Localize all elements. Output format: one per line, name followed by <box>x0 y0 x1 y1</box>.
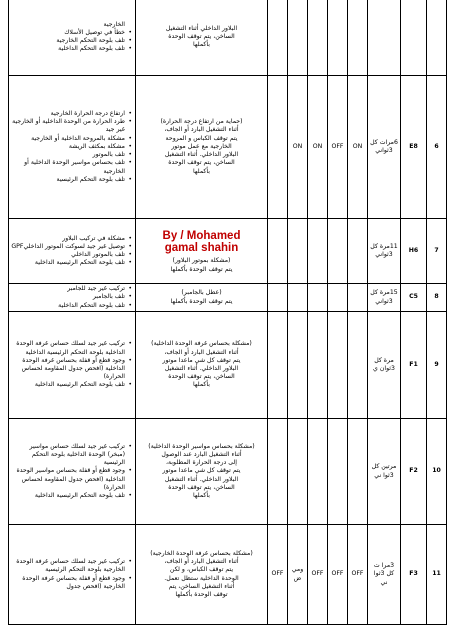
status-cell <box>328 219 348 284</box>
cause-item: الخارجية <box>103 20 125 28</box>
causes-list <box>11 558 133 591</box>
description-line: البلاور الداخلي. أثناء التشغيل <box>164 365 239 372</box>
cause-item: • خطأ في توصيل الأسلاك <box>11 29 125 37</box>
cause-item: • تلف بلوحة التحكم الداخلية <box>11 302 125 310</box>
cause-item: • وجود قطع أو قفلة بحساس غرفة الوحدة الخارجية (افحص جدول <box>11 575 125 591</box>
status-cell <box>308 284 328 312</box>
description-line: الخارجية مع عمل موتور <box>171 142 232 150</box>
table-row <box>9 0 447 76</box>
cause-item: • تلف بلوحة التحكم الرئيسية الداخلية <box>11 259 125 267</box>
cause-item: • مشكلة في تركيب البلاور <box>11 235 125 243</box>
description-line: يتم توقف كل شي ماعدا موتور <box>162 356 241 364</box>
status-cell <box>288 284 308 312</box>
table-row <box>9 419 447 525</box>
description-line: (مشكلة بحساس غرفة الوحدة الخارجية) <box>150 549 253 557</box>
blink-frequency <box>368 0 401 76</box>
cause-item: • تلف بالموتور <box>11 151 125 159</box>
status-cell <box>268 219 288 284</box>
table-row <box>9 312 447 419</box>
row-number: 7 <box>427 219 447 284</box>
row-number: 10 <box>427 419 447 525</box>
description-line: البلاور الداخلي. أثناء التشغيل <box>164 151 239 159</box>
error-code: E8 <box>401 76 427 219</box>
status-cell <box>308 219 328 284</box>
error-code-table <box>8 0 447 625</box>
description-line: بأكملها <box>193 41 210 49</box>
description-line: الساخن، يتم توقف الوحدة <box>168 483 235 491</box>
description-line: أثناء التشغيل البارد أو الجاف، <box>164 126 239 134</box>
fault-causes <box>9 419 136 525</box>
causes-list <box>11 285 133 310</box>
fault-description <box>136 525 268 625</box>
status-cell <box>328 0 348 76</box>
fault-description <box>136 219 268 284</box>
table-row <box>9 284 447 312</box>
status-cell <box>348 0 368 76</box>
description-line: بأكملها <box>193 167 210 175</box>
cause-item: • تلف بلوحة التحكم الرئيسية الداخلية <box>11 381 125 389</box>
description-line: أثناء التشغيل البارد أو الجاف، <box>164 558 239 566</box>
fault-causes <box>9 219 136 284</box>
status-cell <box>308 312 328 419</box>
description-line: بأكملها <box>193 381 210 389</box>
causes-list <box>11 235 133 268</box>
description-line: (مشكلة بموتور البلاور) <box>172 257 231 265</box>
fault-causes <box>9 525 136 625</box>
cause-item: • وجود قطع أو قفلة بحساس مواسير الوحدة الداخلية (افحص جدول المقاومة لحساس الحرارة) <box>11 467 125 492</box>
causes-list <box>11 21 133 54</box>
fault-description <box>136 284 268 312</box>
description-line: (مشكلة بحساس مواسير الوحدة الداخلية) <box>148 442 255 450</box>
description-line: (مشكلة بحساس غرفة الوحدة الداخلية) <box>151 340 252 348</box>
cause-item: • تركيب غير جيد لسلك حساس مواسير (مبخر) الوحدة الداخلية بلوحة التحكم الرئيسية <box>11 443 125 468</box>
error-code: F3 <box>401 525 427 625</box>
row-number: 8 <box>427 284 447 312</box>
fault-causes <box>9 76 136 219</box>
description-line: أثناء التشغيل البارد أو الجاف، <box>164 348 239 356</box>
status-cell <box>268 312 288 419</box>
fault-description <box>136 0 268 76</box>
cause-item: • تلف بلوحة التحكم الرئيسية الداخلية <box>11 492 125 500</box>
author-watermark <box>138 230 265 254</box>
watermark-line: By / Mohamed <box>162 230 241 243</box>
row-number <box>427 0 447 76</box>
status-cell <box>268 0 288 76</box>
status-cell <box>308 0 328 76</box>
error-code: F1 <box>401 312 427 419</box>
cause-item: • طرد الحرارة من الوحدة الداخلية أو الخارجية غير جيد <box>11 118 125 134</box>
blink-frequency: 6مرات كل 3ثواني <box>368 76 401 219</box>
status-cell: OFF <box>268 525 288 625</box>
status-cell <box>288 419 308 525</box>
description-line: (حماية من ارتفاع درجة الحرارة) <box>160 118 243 126</box>
description-line: يتم توقف كل شي ماعدا موتور <box>162 467 241 475</box>
row-number: 11 <box>427 525 447 625</box>
description-line: يتم توقف الوحدة بأكملها <box>170 297 233 305</box>
status-cell <box>328 312 348 419</box>
description-line: بأكملها <box>193 492 210 499</box>
blink-frequency: 15مرة كل 3ثواني <box>368 284 401 312</box>
description-line: الساخن، يتم توقف الوحدة <box>168 373 235 381</box>
row-number: 6 <box>427 76 447 219</box>
cause-item: • ارتفاع درجة الحرارة الخارجية <box>11 110 125 118</box>
table-row <box>9 219 447 284</box>
description-line: أثناء التشغيل البارد عند الوصول <box>161 450 242 458</box>
cause-item: • تركيب غير جيد للجامبر <box>11 285 125 293</box>
cause-item: • توصيل غير جيد لسوكت الموتور الداخليGPF <box>11 243 125 251</box>
cause-item: • مشكلة بمكثف الريشة <box>11 143 125 151</box>
status-cell <box>288 219 308 284</box>
error-code: C5 <box>401 284 427 312</box>
description-line: الساخن، يتم توقف الوحدة <box>168 32 235 40</box>
description-line: يتم توقف الكباس و المروحة <box>165 134 238 142</box>
cause-item: • وجود قطع أو قفلة بحساس غرفة الوحدة الداخلية (افحص جدول المقاومة لحساس الحرارة) <box>11 357 125 382</box>
cause-item: • تلف بحساس مواسير الوحدة الداخلية أو الخارجية <box>11 159 125 175</box>
status-cell <box>348 312 368 419</box>
status-cell <box>328 419 348 525</box>
status-cell <box>268 76 288 219</box>
cause-item: • تلف بلوحة التحكم الرئيسية <box>11 176 125 184</box>
status-cell <box>288 312 308 419</box>
status-cell: OFF <box>328 76 348 219</box>
description-line: الوحدة الداخلية ستظل تعمل. <box>164 574 239 582</box>
causes-list <box>11 110 133 184</box>
status-cell <box>268 284 288 312</box>
error-code: F2 <box>401 419 427 525</box>
fault-causes <box>9 284 136 312</box>
status-cell: ON <box>308 76 328 219</box>
status-cell: ومي ض <box>288 525 308 625</box>
cause-item: • تلف بالجامبر <box>11 293 125 301</box>
blink-frequency: 11مرة كل 3ثواني <box>368 219 401 284</box>
status-cell <box>308 419 328 525</box>
cause-item: • مشكلة بالمروحة الداخلية أو الخارجية <box>11 135 125 143</box>
blink-frequency: 3مرا ت كل 3ثوا ني <box>368 525 401 625</box>
description-line: البلاور الداخلي أثناء التشغيل <box>165 24 238 32</box>
status-cell <box>288 0 308 76</box>
watermark-line: gamal shahin <box>164 242 239 255</box>
fault-description <box>136 419 268 525</box>
status-cell: OFF <box>348 525 368 625</box>
fault-description <box>136 76 268 219</box>
cause-item: • تركيب غير جيد لسلك حساس غرفة الوحدة الداخلية بلوحة التحكم الرئيسية الداخلية <box>11 340 125 356</box>
status-cell: ON <box>348 76 368 219</box>
blink-frequency: مرتين كل 3ثوا ني <box>368 419 401 525</box>
description-line: الساخن، يتم توقف الوحدة <box>168 159 235 167</box>
description-line: البلاور الداخلي. أثناء التشغيل <box>164 475 239 483</box>
status-cell <box>348 219 368 284</box>
status-cell <box>328 284 348 312</box>
error-code: H6 <box>401 219 427 284</box>
cause-item: • تركيب غير جيد لسلك حساس غرفة الوحدة الخارجية بلوحة التحكم الرئيسية <box>11 558 125 574</box>
description-line: يتم توقف الوحدة بأكملها <box>170 265 233 273</box>
description-line: (عطل بالجامبر) <box>181 289 222 297</box>
causes-list <box>11 443 133 500</box>
status-cell <box>348 419 368 525</box>
blink-frequency: مرة كل 3ثوان ي <box>368 312 401 419</box>
table-body <box>9 0 447 625</box>
fault-causes <box>9 0 136 76</box>
description-line: توقف الوحدة بأكملها <box>175 590 228 598</box>
causes-list <box>11 340 133 389</box>
row-number: 9 <box>427 312 447 419</box>
description-line: أثناء التشغيل الساخن، يتم <box>168 582 235 590</box>
table-row <box>9 525 447 625</box>
fault-causes <box>9 312 136 419</box>
cause-item: • تلف بلوحة التحكم الخارجية <box>11 37 125 45</box>
status-cell <box>268 419 288 525</box>
description-line: يتم توقف الكباس، و لكن <box>169 566 234 574</box>
status-cell: OFF <box>328 525 348 625</box>
fault-description <box>136 312 268 419</box>
description-line: إلى درجة الحرارة المطلوبة، <box>165 459 238 467</box>
status-cell <box>348 284 368 312</box>
status-cell: OFF <box>308 525 328 625</box>
cause-item: • تلف بلوحة التحكم الداخلية <box>11 45 125 53</box>
table-row <box>9 76 447 219</box>
cause-item: • تلف بالموتور الداخلي <box>11 251 125 259</box>
status-cell: ON <box>288 76 308 219</box>
error-code <box>401 0 427 76</box>
